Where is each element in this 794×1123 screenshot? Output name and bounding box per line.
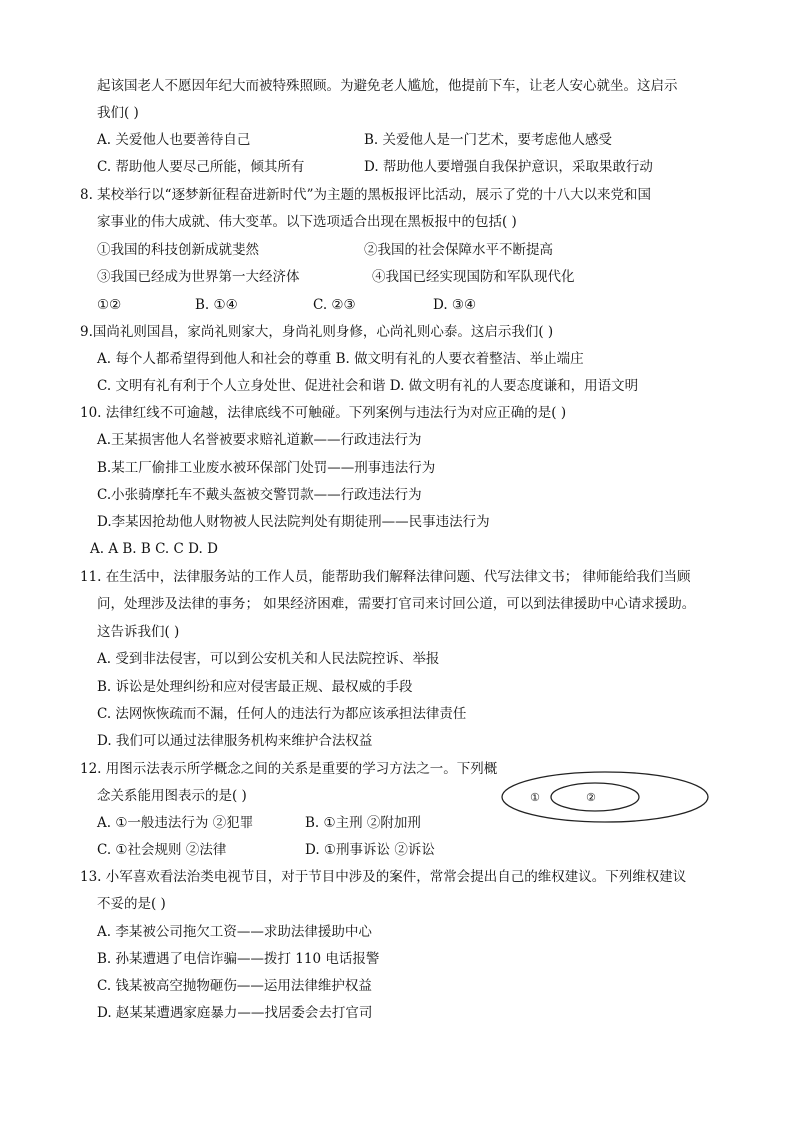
q7-option-a: A. 关爱他人也要善待自己	[97, 132, 251, 148]
q10-case-b: B.某工厂偷排工业废水被环保部门处罚——刑事违法行为	[97, 460, 436, 476]
q8-statement-3: ③我国已经成为世界第一大经济体	[97, 269, 300, 285]
q13-stem-line1: 13. 小军喜欢看法治类电视节目，对于节目中涉及的案件，常常会提出自己的维权建议。下列维权建议	[80, 869, 687, 885]
q12-option-c: C. ①社会规则 ②法律	[97, 842, 227, 858]
q10-case-c: C.小张骑摩托车不戴头盔被交警罚款——行政违法行为	[97, 487, 422, 503]
q8-option-c: C. ②③	[313, 297, 356, 313]
q11-option-c: C. 法网恢恢疏而不漏，任何人的违法行为都应该承担法律责任	[97, 706, 467, 722]
q8-option-a: ①②	[97, 297, 122, 313]
q8-option-d: D. ③④	[433, 297, 477, 313]
q9-stem: 9.国尚礼则国昌，家尚礼则家大，身尚礼则身修，心尚礼则心泰。这启示我们( )	[80, 324, 554, 340]
q7-option-b: B. 关爱他人是一门艺术，要考虑他人感受	[364, 132, 613, 148]
q7-option-d: D. 帮助他人要增强自我保护意识，采取果敢行动	[364, 159, 653, 175]
q12-stem-line1: 12. 用图示法表示所学概念之间的关系是重要的学习方法之一。下列概	[80, 761, 498, 777]
q9-options-ab: A. 每个人都希望得到他人和社会的尊重 B. 做文明有礼的人要衣着整洁、举止端庄	[97, 351, 584, 367]
q13-option-b: B. 孙某遭遇了电信诈骗——拨打 110 电话报警	[97, 951, 380, 967]
q12-option-a: A. ①一般违法行为 ②犯罪	[97, 815, 254, 831]
q11-stem-line1: 11. 在生活中，法律服务站的工作人员，能帮助我们解释法律问题、代写法律文书； 律师能给我们当顾	[80, 569, 691, 585]
q11-option-a: A. 受到非法侵害，可以到公安机关和人民法院控诉、举报	[97, 651, 440, 667]
q9-options-cd: C. 文明有礼有利于个人立身处世、促进社会和谐 D. 做文明有礼的人要态度谦和，用语文明	[97, 378, 639, 394]
inner-ellipse-label: ②	[586, 791, 596, 804]
q8-stem-line1: 8. 某校举行以“逐梦新征程奋进新时代”为主题的黑板报评比活动，展示了党的十八大以来党和国	[80, 187, 651, 203]
outer-ellipse-label: ①	[530, 791, 540, 804]
q7-option-c: C. 帮助他人要尽己所能，倾其所有	[97, 159, 305, 175]
q12-option-b: B. ①主刑 ②附加刑	[305, 815, 421, 831]
q10-case-a: A.王某损害他人名誉被要求赔礼道歉——行政违法行为	[97, 432, 422, 448]
q12-option-d: D. ①刑事诉讼 ②诉讼	[305, 842, 435, 858]
q13-stem-line2: 不妥的是( )	[97, 896, 166, 912]
q10-stem: 10. 法律红线不可逾越，法律底线不可触碰。下列案例与违法行为对应正确的是( )	[80, 405, 567, 421]
q10-choices: A. A B. B C. C D. D	[90, 541, 218, 557]
q12-stem-line2: 念关系能用图表示的是( )	[97, 788, 247, 804]
q10-case-d: D.李某因抢劫他人财物被人民法院判处有期徒刑——民事违法行为	[97, 514, 490, 530]
q13-option-a: A. 李某被公司拖欠工资——求助法律援助中心	[97, 924, 372, 940]
q13-option-d: D. 赵某某遭遇家庭暴力——找居委会去打官司	[97, 1005, 373, 1021]
q8-option-b: B. ①④	[195, 297, 238, 313]
q11-option-d: D. 我们可以通过法律服务机构来维护合法权益	[97, 733, 373, 749]
q7-stem-line2: 我们( )	[97, 105, 139, 121]
q8-stem-line2: 家事业的伟大成就、伟大变革。以下选项适合出现在黑板报中的包括( )	[97, 214, 517, 230]
q11-option-b: B. 诉讼是处理纠纷和应对侵害最正规、最权威的手段	[97, 679, 413, 695]
q8-statement-1: ①我国的科技创新成就斐然	[97, 242, 259, 258]
q7-stem-line1: 起该国老人不愿因年纪大而被特殊照顾。为避免老人尴尬，他提前下车，让老人安心就坐。这启示	[97, 78, 678, 94]
q8-statement-2: ②我国的社会保障水平不断提高	[364, 242, 553, 258]
q11-stem-line3: 这告诉我们( )	[97, 624, 180, 640]
nested-ellipse-diagram	[500, 770, 710, 824]
q13-option-c: C. 钱某被高空抛物砸伤——运用法律维护权益	[97, 978, 372, 994]
q8-statement-4: ④我国已经实现国防和军队现代化	[372, 269, 575, 285]
q11-stem-line2: 问，处理涉及法律的事务； 如果经济困难，需要打官司来讨回公道，可以到法律援助中心请求援助。	[97, 596, 696, 612]
